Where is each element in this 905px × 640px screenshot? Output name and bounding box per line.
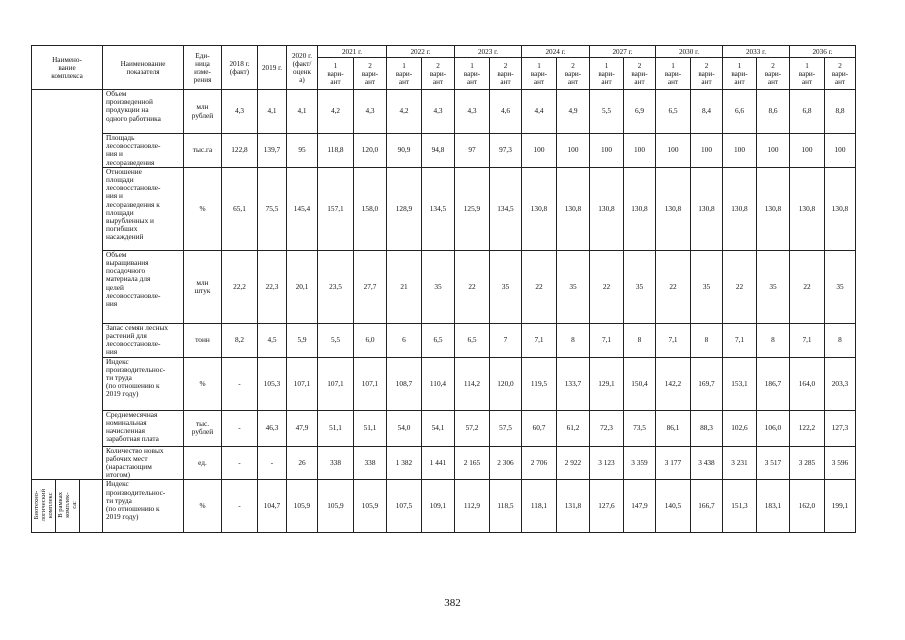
value-cell: 35 bbox=[825, 250, 856, 323]
value-cell: 7,1 bbox=[656, 323, 691, 357]
value-cell: 8,6 bbox=[757, 90, 790, 134]
value-cell: 130,8 bbox=[590, 167, 624, 250]
header-variant-1: 1 вари- ант bbox=[723, 58, 757, 90]
table-row bbox=[32, 446, 856, 480]
value-cell: 65,1 bbox=[222, 167, 258, 250]
value-cell: 130,8 bbox=[557, 167, 590, 250]
value-cell: 97 bbox=[455, 134, 490, 168]
value-cell: 100 bbox=[656, 134, 691, 168]
header-variant-1: 1 вари- ант bbox=[790, 58, 825, 90]
header-variant-2: 2 вари- ант bbox=[825, 58, 856, 90]
unit-cell: млн рублей bbox=[184, 90, 222, 134]
value-cell: 90,9 bbox=[387, 134, 422, 168]
table-row bbox=[32, 410, 856, 446]
value-cell: 120,0 bbox=[490, 357, 522, 410]
value-cell: 139,7 bbox=[258, 134, 287, 168]
value-cell: 100 bbox=[557, 134, 590, 168]
header-year: 2021 г. bbox=[318, 46, 387, 58]
forecast-table bbox=[31, 45, 856, 533]
value-cell: 3 123 bbox=[590, 446, 624, 480]
group-label: В рамках комплек- са: bbox=[57, 492, 78, 519]
value-cell: 109,1 bbox=[422, 480, 455, 533]
value-cell: 110,4 bbox=[422, 357, 455, 410]
value-cell: 51,1 bbox=[318, 410, 354, 446]
header-variant-1: 1 вари- ант bbox=[455, 58, 490, 90]
value-cell: 6,6 bbox=[723, 90, 757, 134]
value-cell: 47,9 bbox=[287, 410, 318, 446]
value-cell: 157,1 bbox=[318, 167, 354, 250]
header-variant-2: 2 вари- ант bbox=[490, 58, 522, 90]
value-cell: 130,8 bbox=[825, 167, 856, 250]
value-cell: 22 bbox=[790, 250, 825, 323]
table-row bbox=[32, 323, 856, 357]
value-cell: 3 438 bbox=[691, 446, 723, 480]
value-cell: 5,9 bbox=[287, 323, 318, 357]
value-cell: 35 bbox=[422, 250, 455, 323]
value-cell: 129,1 bbox=[590, 357, 624, 410]
value-cell: 22 bbox=[455, 250, 490, 323]
value-cell: 140,5 bbox=[656, 480, 691, 533]
value-cell: - bbox=[222, 357, 258, 410]
value-cell: 150,4 bbox=[624, 357, 656, 410]
value-cell: 23,5 bbox=[318, 250, 354, 323]
value-cell: 104,7 bbox=[258, 480, 287, 533]
value-cell: 107,1 bbox=[287, 357, 318, 410]
value-cell: 1 382 bbox=[387, 446, 422, 480]
table-row bbox=[32, 480, 856, 533]
value-cell: 131,8 bbox=[557, 480, 590, 533]
value-cell: 46,3 bbox=[258, 410, 287, 446]
group-label-cell-empty bbox=[80, 480, 103, 533]
value-cell: 75,5 bbox=[258, 167, 287, 250]
value-cell: 100 bbox=[757, 134, 790, 168]
header-variant-2: 2 вари- ант bbox=[354, 58, 387, 90]
value-cell: 105,9 bbox=[354, 480, 387, 533]
header-variant-1: 1 вари- ант bbox=[387, 58, 422, 90]
value-cell: 105,9 bbox=[318, 480, 354, 533]
value-cell: 94,8 bbox=[422, 134, 455, 168]
group-label-cell bbox=[32, 480, 56, 533]
value-cell: 54,1 bbox=[422, 410, 455, 446]
value-cell: 114,2 bbox=[455, 357, 490, 410]
value-cell: 203,3 bbox=[825, 357, 856, 410]
value-cell: 4,1 bbox=[258, 90, 287, 134]
value-cell: 51,1 bbox=[354, 410, 387, 446]
value-cell: 22 bbox=[590, 250, 624, 323]
value-cell: 118,5 bbox=[490, 480, 522, 533]
header-variant-1: 1 вари- ант bbox=[590, 58, 624, 90]
value-cell: 130,8 bbox=[757, 167, 790, 250]
value-cell: 35 bbox=[757, 250, 790, 323]
value-cell: 4,2 bbox=[318, 90, 354, 134]
value-cell: 6,9 bbox=[624, 90, 656, 134]
table-row bbox=[32, 250, 856, 323]
unit-cell: % bbox=[184, 167, 222, 250]
value-cell: 61,2 bbox=[557, 410, 590, 446]
table-row bbox=[32, 134, 856, 168]
group-label: Биотехно- логический комплекс bbox=[33, 489, 54, 522]
value-cell: 6,0 bbox=[354, 323, 387, 357]
value-cell: 57,5 bbox=[490, 410, 522, 446]
value-cell: 22 bbox=[522, 250, 557, 323]
value-cell: 7,1 bbox=[522, 323, 557, 357]
value-cell: 22,3 bbox=[258, 250, 287, 323]
group-label-cell bbox=[56, 480, 80, 533]
header-year: 2024 г. bbox=[522, 46, 590, 58]
value-cell: 145,4 bbox=[287, 167, 318, 250]
indicator-name: Объем выращивания посадочного материала для целей лесовосстановле- ния bbox=[103, 250, 184, 323]
value-cell: 7,1 bbox=[790, 323, 825, 357]
value-cell: 57,2 bbox=[455, 410, 490, 446]
value-cell: 8,2 bbox=[222, 323, 258, 357]
value-cell: 4,5 bbox=[258, 323, 287, 357]
value-cell: 133,7 bbox=[557, 357, 590, 410]
value-cell: 130,8 bbox=[691, 167, 723, 250]
value-cell: 130,8 bbox=[522, 167, 557, 250]
value-cell: 100 bbox=[723, 134, 757, 168]
value-cell: 3 517 bbox=[757, 446, 790, 480]
value-cell: 199,1 bbox=[825, 480, 856, 533]
header-2018: 2018 г. (факт) bbox=[222, 46, 258, 90]
header-variant-1: 1 вари- ант bbox=[522, 58, 557, 90]
table-row bbox=[32, 167, 856, 250]
value-cell: 166,7 bbox=[691, 480, 723, 533]
value-cell: 153,1 bbox=[723, 357, 757, 410]
value-cell: 3 177 bbox=[656, 446, 691, 480]
value-cell: 2 165 bbox=[455, 446, 490, 480]
value-cell: 7 bbox=[490, 323, 522, 357]
value-cell: 338 bbox=[318, 446, 354, 480]
header-2019: 2019 г. bbox=[258, 46, 287, 90]
value-cell: 105,3 bbox=[258, 357, 287, 410]
value-cell: 6 bbox=[387, 323, 422, 357]
value-cell: 100 bbox=[825, 134, 856, 168]
value-cell: 122,8 bbox=[222, 134, 258, 168]
value-cell: 2 922 bbox=[557, 446, 590, 480]
value-cell: 88,3 bbox=[691, 410, 723, 446]
header-year: 2033 г. bbox=[723, 46, 790, 58]
value-cell: 3 596 bbox=[825, 446, 856, 480]
value-cell: - bbox=[222, 480, 258, 533]
header-variant-2: 2 вари- ант bbox=[557, 58, 590, 90]
value-cell: 151,3 bbox=[723, 480, 757, 533]
indicator-name: Запас семян лесных растений для лесовосстановле- ния bbox=[103, 323, 184, 357]
value-cell: 5,5 bbox=[318, 323, 354, 357]
value-cell: 86,1 bbox=[656, 410, 691, 446]
value-cell: 1 441 bbox=[422, 446, 455, 480]
value-cell: 2 706 bbox=[522, 446, 557, 480]
table-row bbox=[32, 357, 856, 410]
value-cell: 2 306 bbox=[490, 446, 522, 480]
value-cell: 22 bbox=[723, 250, 757, 323]
value-cell: 3 231 bbox=[723, 446, 757, 480]
value-cell: 6,5 bbox=[422, 323, 455, 357]
value-cell: 8 bbox=[825, 323, 856, 357]
value-cell: 4,4 bbox=[522, 90, 557, 134]
table-body bbox=[32, 90, 856, 533]
value-cell: 130,8 bbox=[656, 167, 691, 250]
value-cell: 26 bbox=[287, 446, 318, 480]
value-cell: 125,9 bbox=[455, 167, 490, 250]
value-cell: 72,3 bbox=[590, 410, 624, 446]
indicator-name: Объем произведенной продукции на одного работника bbox=[103, 90, 184, 134]
unit-cell: % bbox=[184, 480, 222, 533]
value-cell: 54,0 bbox=[387, 410, 422, 446]
value-cell: 122,2 bbox=[790, 410, 825, 446]
indicator-name: Среднемесячная номинальная начисленная заработная плата bbox=[103, 410, 184, 446]
value-cell: 4,3 bbox=[354, 90, 387, 134]
value-cell: 4,3 bbox=[222, 90, 258, 134]
unit-cell: тыс.га bbox=[184, 134, 222, 168]
header-variant-1: 1 вари- ант bbox=[656, 58, 691, 90]
value-cell: 100 bbox=[691, 134, 723, 168]
value-cell: 73,5 bbox=[624, 410, 656, 446]
value-cell: 162,0 bbox=[790, 480, 825, 533]
value-cell: 4,3 bbox=[422, 90, 455, 134]
value-cell: 118,8 bbox=[318, 134, 354, 168]
unit-cell: % bbox=[184, 357, 222, 410]
indicator-name: Количество новых рабочих мест (нарастающим итогом) bbox=[103, 446, 184, 480]
header-variant-2: 2 вари- ант bbox=[624, 58, 656, 90]
unit-cell: ед. bbox=[184, 446, 222, 480]
value-cell: 130,8 bbox=[624, 167, 656, 250]
indicator-name: Индекс производительнос- ти труда (по отношению к 2019 году) bbox=[103, 480, 184, 533]
header-unit: Еди- ница изме- рения bbox=[184, 46, 222, 90]
value-cell: 119,5 bbox=[522, 357, 557, 410]
header-variant-2: 2 вари- ант bbox=[757, 58, 790, 90]
value-cell: 130,8 bbox=[723, 167, 757, 250]
value-cell: 4,6 bbox=[490, 90, 522, 134]
value-cell: 134,5 bbox=[490, 167, 522, 250]
value-cell: - bbox=[258, 446, 287, 480]
value-cell: 95 bbox=[287, 134, 318, 168]
value-cell: 22 bbox=[656, 250, 691, 323]
value-cell: 100 bbox=[522, 134, 557, 168]
header-indicator: Наименование показателя bbox=[103, 46, 184, 90]
value-cell: 35 bbox=[557, 250, 590, 323]
indicator-name: Индекс производительнос- ти труда (по отношению к 2019 году) bbox=[103, 357, 184, 410]
value-cell: 107,1 bbox=[318, 357, 354, 410]
value-cell: 118,1 bbox=[522, 480, 557, 533]
value-cell: 112,9 bbox=[455, 480, 490, 533]
value-cell: 4,3 bbox=[455, 90, 490, 134]
value-cell: 6,5 bbox=[455, 323, 490, 357]
value-cell: 100 bbox=[590, 134, 624, 168]
value-cell: 3 359 bbox=[624, 446, 656, 480]
header-variant-2: 2 вари- ант bbox=[691, 58, 723, 90]
header-year: 2027 г. bbox=[590, 46, 656, 58]
value-cell: 6,8 bbox=[790, 90, 825, 134]
value-cell: 147,9 bbox=[624, 480, 656, 533]
value-cell: 8 bbox=[691, 323, 723, 357]
header-year: 2023 г. bbox=[455, 46, 522, 58]
value-cell: 183,1 bbox=[757, 480, 790, 533]
value-cell: 169,7 bbox=[691, 357, 723, 410]
value-cell: 4,2 bbox=[387, 90, 422, 134]
value-cell: 22,2 bbox=[222, 250, 258, 323]
value-cell: - bbox=[222, 410, 258, 446]
value-cell: 128,9 bbox=[387, 167, 422, 250]
value-cell: 106,0 bbox=[757, 410, 790, 446]
value-cell: 21 bbox=[387, 250, 422, 323]
header-row-years bbox=[32, 46, 856, 58]
value-cell: 8 bbox=[624, 323, 656, 357]
value-cell: 186,7 bbox=[757, 357, 790, 410]
table-row bbox=[32, 90, 856, 134]
value-cell: 130,8 bbox=[790, 167, 825, 250]
value-cell: 142,2 bbox=[656, 357, 691, 410]
value-cell: 8,4 bbox=[691, 90, 723, 134]
value-cell: 164,0 bbox=[790, 357, 825, 410]
value-cell: 20,1 bbox=[287, 250, 318, 323]
unit-cell: тыс. рублей bbox=[184, 410, 222, 446]
value-cell: 100 bbox=[790, 134, 825, 168]
header-variant-1: 1 вари- ант bbox=[318, 58, 354, 90]
value-cell: 35 bbox=[691, 250, 723, 323]
value-cell: 97,3 bbox=[490, 134, 522, 168]
unit-cell: тонн bbox=[184, 323, 222, 357]
value-cell: 107,1 bbox=[354, 357, 387, 410]
value-cell: 5,5 bbox=[590, 90, 624, 134]
value-cell: 127,3 bbox=[825, 410, 856, 446]
value-cell: 127,6 bbox=[590, 480, 624, 533]
value-cell: 8 bbox=[557, 323, 590, 357]
value-cell: 3 285 bbox=[790, 446, 825, 480]
value-cell: - bbox=[222, 446, 258, 480]
value-cell: 60,7 bbox=[522, 410, 557, 446]
header-2020: 2020 г. (факт/ оценк а) bbox=[287, 46, 318, 90]
value-cell: 35 bbox=[490, 250, 522, 323]
value-cell: 6,5 bbox=[656, 90, 691, 134]
value-cell: 108,7 bbox=[387, 357, 422, 410]
value-cell: 7,1 bbox=[723, 323, 757, 357]
value-cell: 35 bbox=[624, 250, 656, 323]
value-cell: 107,5 bbox=[387, 480, 422, 533]
value-cell: 4,1 bbox=[287, 90, 318, 134]
indicator-name: Площадь лесовосстановле- ния и лесоразведения bbox=[103, 134, 184, 168]
value-cell: 338 bbox=[354, 446, 387, 480]
value-cell: 102,6 bbox=[723, 410, 757, 446]
value-cell: 27,7 bbox=[354, 250, 387, 323]
value-cell: 4,9 bbox=[557, 90, 590, 134]
complex-cell-empty bbox=[32, 90, 103, 480]
value-cell: 8,8 bbox=[825, 90, 856, 134]
page-number: 382 bbox=[444, 597, 461, 609]
header-complex: Наимено- вание комплекса bbox=[32, 46, 103, 90]
header-year: 2036 г. bbox=[790, 46, 856, 58]
value-cell: 120,0 bbox=[354, 134, 387, 168]
header-year: 2022 г. bbox=[387, 46, 455, 58]
value-cell: 158,0 bbox=[354, 167, 387, 250]
indicator-name: Отношение площади лесовосстановле- ния и лесоразведения к площади вырубленных и погибших насаждений bbox=[103, 167, 184, 250]
value-cell: 7,1 bbox=[590, 323, 624, 357]
header-variant-2: 2 вари- ант bbox=[422, 58, 455, 90]
value-cell: 134,5 bbox=[422, 167, 455, 250]
header-year: 2030 г. bbox=[656, 46, 723, 58]
value-cell: 105,9 bbox=[287, 480, 318, 533]
unit-cell: млн штук bbox=[184, 250, 222, 323]
value-cell: 8 bbox=[757, 323, 790, 357]
value-cell: 100 bbox=[624, 134, 656, 168]
